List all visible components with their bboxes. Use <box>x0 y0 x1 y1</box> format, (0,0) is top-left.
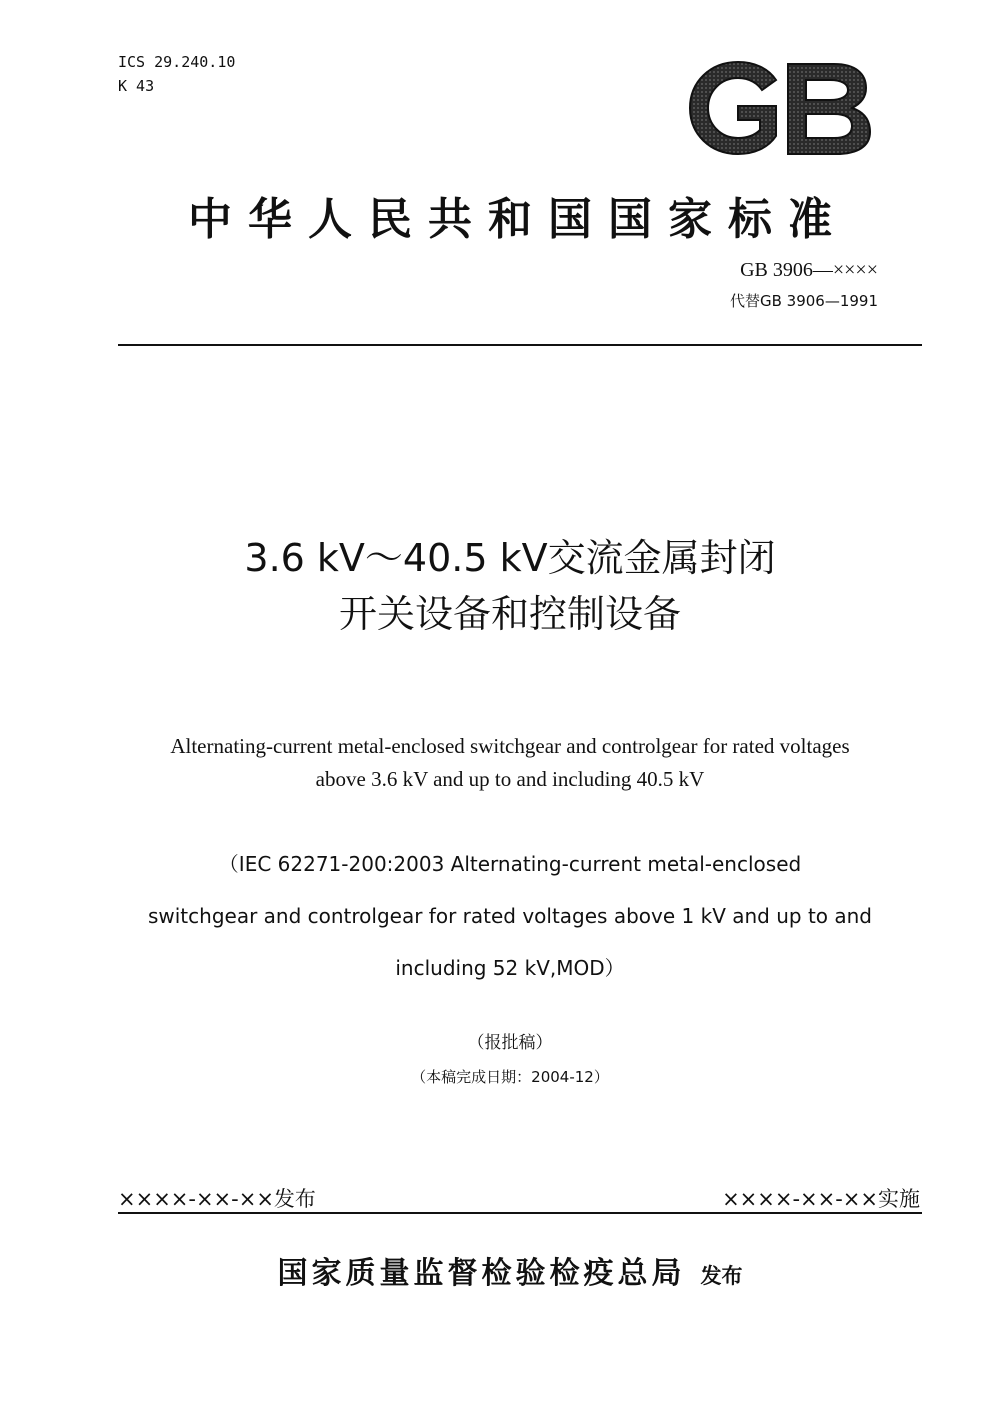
iec-reference <box>100 838 920 994</box>
issuing-authority <box>0 1248 992 1292</box>
authority-name: 国家质量监督检验检疫总局 <box>277 1256 686 1291</box>
top-divider <box>118 344 922 346</box>
ccs-code: K 43 <box>118 77 155 95</box>
replaces-standard: 代替GB 3906—1991 <box>729 292 878 310</box>
authority-action: 发布 <box>700 1264 743 1288</box>
draft-completion-date: （本稿完成日期：2004-12） <box>411 1068 609 1086</box>
draft-label: （报批稿） <box>467 1033 553 1053</box>
english-title-line-2: above 3.6 kV and up to and including 40.5 kV <box>315 767 705 791</box>
english-title-line-1: Alternating-current metal-enclosed switchgear and controlgear for rated voltages <box>170 734 850 758</box>
iec-reference-line-1: （IEC 62271-200:2003 Alternating-current metal-enclosed <box>218 852 802 876</box>
gb-standard-logo-icon <box>684 58 874 158</box>
chinese-title <box>0 530 992 642</box>
ics-code: ICS 29.240.10 <box>118 53 236 71</box>
english-title <box>100 730 920 796</box>
issue-date: ××××-××-××发布 <box>118 1187 316 1211</box>
standard-number: GB 3906—×××× <box>740 259 878 281</box>
chinese-title-line-1: 3.6 kV～40.5 kV交流金属封闭 <box>244 536 776 580</box>
bottom-divider <box>118 1212 922 1214</box>
iec-reference-line-3: including 52 kV,MOD） <box>395 956 625 980</box>
classification-codes <box>118 50 235 98</box>
chinese-title-line-2: 开关设备和控制设备 <box>338 592 681 636</box>
standard-title: 中华人民共和国国家标准 <box>188 194 848 245</box>
iec-reference-line-2: switchgear and controlgear for rated voltages above 1 kV and up to and <box>147 904 873 928</box>
implementation-date: ××××-××-××实施 <box>722 1187 920 1211</box>
